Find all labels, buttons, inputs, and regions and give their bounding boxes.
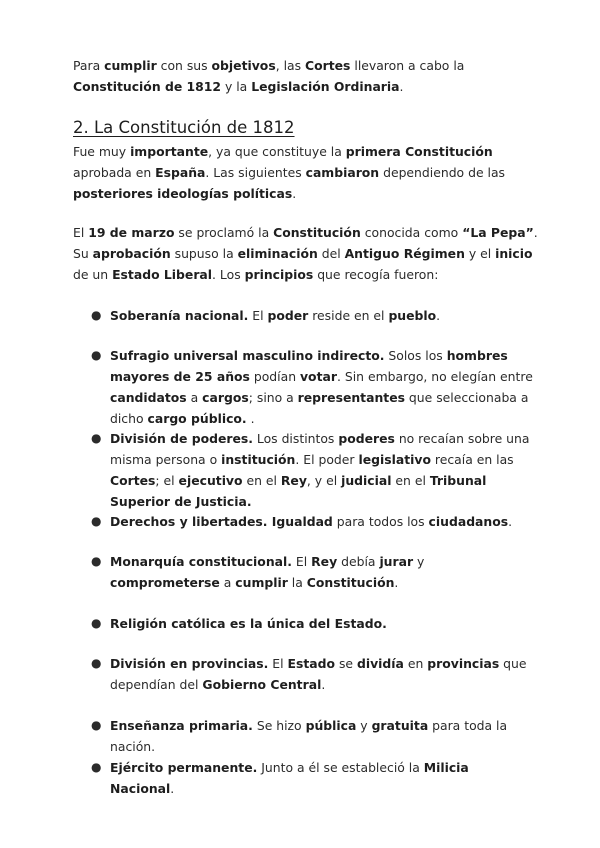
paragraph-la-pepa: El 19 de marzo se proclamó la Constitución conocida como “La Pepa”. Su aprobación supuso la eliminación del Antiguo Régimen y el inicio de un Estado Liberal. Los principios que recogía fueron: bbox=[73, 225, 538, 282]
bold-term: Legislación Ordinaria bbox=[251, 79, 400, 94]
bold-term: gratuita bbox=[371, 718, 429, 733]
bold-term: España bbox=[155, 165, 206, 180]
bold-term: judicial bbox=[341, 473, 392, 488]
list-item: División en provincias. El Estado se dividía en provincias que dependían del Gobierno Central. bbox=[110, 656, 527, 692]
bold-term: 19 de marzo bbox=[88, 225, 175, 240]
bold-term: cumplir bbox=[235, 575, 288, 590]
bold-term: ejecutivo bbox=[178, 473, 243, 488]
bold-term: representantes bbox=[297, 390, 405, 405]
bold-term: Monarquía constitucional. bbox=[110, 554, 292, 569]
bold-term: Gobierno Central bbox=[202, 677, 322, 692]
bold-term: primera Constitución bbox=[345, 144, 493, 159]
bold-term: legislativo bbox=[358, 452, 431, 467]
bold-term: Ejército permanente. bbox=[110, 760, 258, 775]
bold-term: pueblo bbox=[388, 308, 437, 323]
bullet-marker: ● bbox=[91, 616, 102, 630]
bold-term: poderes bbox=[338, 431, 395, 446]
bold-term: cargos bbox=[202, 390, 249, 405]
section-heading: 2. La Constitución de 1812 bbox=[73, 118, 295, 137]
bold-term: Constitución de 1812 bbox=[73, 79, 222, 94]
bold-term: Enseñanza primaria. bbox=[110, 718, 253, 733]
list-item: Monarquía constitucional. El Rey debía jurar y comprometerse a cumplir la Constitución. bbox=[110, 554, 425, 590]
list-item bbox=[110, 613, 535, 634]
bold-term: “La Pepa” bbox=[462, 225, 534, 240]
bullet-marker: ● bbox=[91, 308, 102, 322]
bold-term: Estado Liberal bbox=[112, 267, 213, 282]
bold-term: Antiguo Régimen bbox=[344, 246, 465, 261]
bold-term: División en provincias. bbox=[110, 656, 269, 671]
bold-term: pública bbox=[305, 718, 357, 733]
bold-term: hombres mayores de 25 años bbox=[110, 348, 508, 384]
bold-term: División de poderes. bbox=[110, 431, 253, 446]
bullet-marker: ● bbox=[91, 514, 102, 528]
bold-term: importante bbox=[130, 144, 209, 159]
bold-term: ciudadanos bbox=[428, 514, 509, 529]
bold-term: poder bbox=[267, 308, 309, 323]
bold-term: provincias bbox=[427, 656, 500, 671]
intro-paragraph: Para cumplir con sus objetivos, las Cortes llevaron a cabo la Constitución de 1812 y la Legislación Ordinaria. bbox=[73, 58, 465, 94]
bold-term: inicio bbox=[495, 246, 533, 261]
bold-term: Rey bbox=[311, 554, 338, 569]
bullet-marker: ● bbox=[91, 431, 102, 445]
list-item: Enseñanza primaria. Se hizo pública y gratuita para toda la nación. bbox=[110, 718, 508, 754]
bold-term: institución bbox=[221, 452, 296, 467]
bullet-marker: ● bbox=[91, 718, 102, 732]
paragraph-importance: Fue muy importante, ya que constituye la primera Constitución aprobada en España. Las siguientes cambiaron dependiendo de las posteriores ideologías políticas. bbox=[73, 144, 505, 201]
bold-term: aprobación bbox=[92, 246, 171, 261]
bold-term: objetivos bbox=[211, 58, 276, 73]
bullet-marker: ● bbox=[91, 554, 102, 568]
bold-term: cargo público. bbox=[147, 411, 247, 426]
bullet-marker: ● bbox=[91, 348, 102, 362]
bold-term: Rey bbox=[280, 473, 307, 488]
bold-term: Constitución bbox=[306, 575, 395, 590]
bullet-marker: ● bbox=[91, 760, 102, 774]
bold-term: Cortes bbox=[110, 473, 156, 488]
bold-term: Soberanía nacional. bbox=[110, 308, 249, 323]
bold-term: Cortes bbox=[305, 58, 351, 73]
bold-term: Constitución bbox=[273, 225, 361, 240]
list-item: Derechos y libertades. Igualdad para todos los ciudadanos. bbox=[110, 514, 513, 529]
list-item: Ejército permanente. Junto a él se estableció la Milicia Nacional. bbox=[110, 760, 469, 796]
bold-term: comprometerse bbox=[110, 575, 220, 590]
bold-term: Derechos y libertades. Igualdad bbox=[110, 514, 333, 529]
list-item: Soberanía nacional. El poder reside en el pueblo. bbox=[110, 308, 441, 323]
bold-term: Milicia Nacional bbox=[110, 760, 469, 796]
bold-term: candidatos bbox=[110, 390, 187, 405]
bold-term: eliminación bbox=[237, 246, 318, 261]
bold-term: principios bbox=[244, 267, 314, 282]
bold-term: Tribunal Superior de Justicia. bbox=[110, 473, 487, 509]
bold-term: cambiaron bbox=[305, 165, 380, 180]
bold-term: Religión católica es la única del Estado. bbox=[110, 616, 387, 631]
bold-term: votar bbox=[299, 369, 337, 384]
bold-term: jurar bbox=[379, 554, 414, 569]
list-item: División de poderes. Los distintos poderes no recaían sobre una misma persona o institución. El poder legislativo recaía en las Cortes; el ejecutivo en el Rey, y el judicial en el Tribunal Superior de Justicia. bbox=[110, 431, 530, 509]
bold-term: dividía bbox=[356, 656, 404, 671]
list-item: Sufragio universal masculino indirecto. Solos los hombres mayores de 25 años podían votar. Sin embargo, no elegían entre candidatos a cargos; sino a representantes que seleccionaba a dicho cargo público. . bbox=[110, 348, 533, 426]
bold-term: cumplir bbox=[104, 58, 157, 73]
bold-term: Estado bbox=[287, 656, 336, 671]
bullet-marker: ● bbox=[91, 656, 102, 670]
bold-term: posteriores ideologías políticas bbox=[73, 186, 293, 201]
bold-term: Sufragio universal masculino indirecto. bbox=[110, 348, 385, 363]
